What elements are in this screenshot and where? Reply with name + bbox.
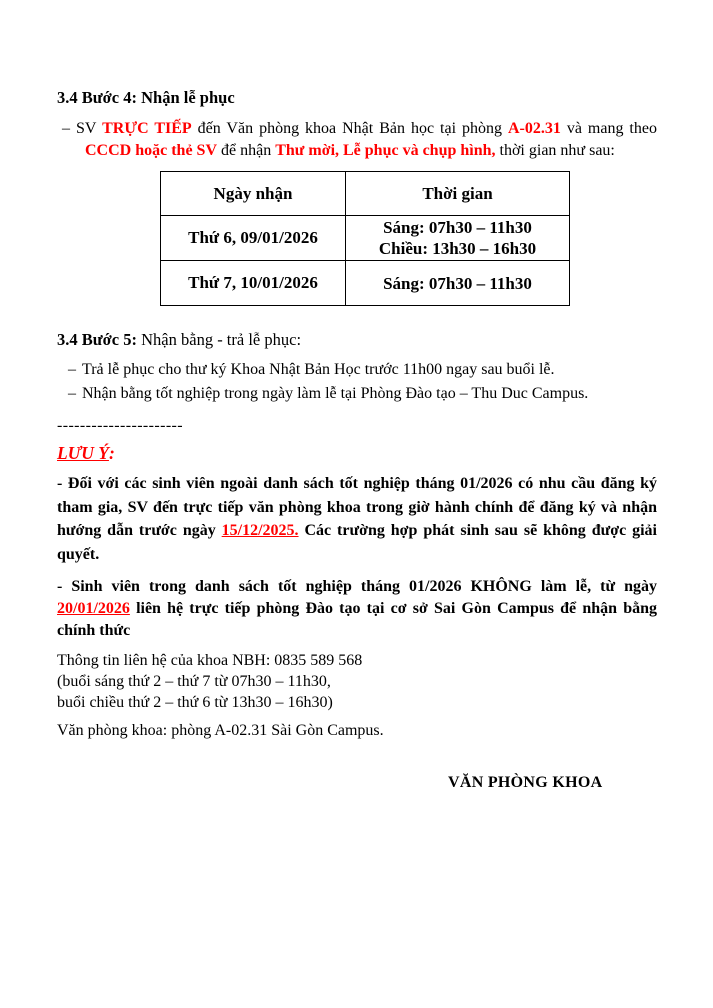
time-line-afternoon: Chiều: 13h30 – 16h30 [378,239,537,258]
step4-run-plain: – SV [62,120,103,137]
notes-title [57,443,657,464]
note-run-pickup-date: 20/01/2026 [57,600,130,617]
step4-run-room: A-02.31 [507,120,561,137]
note-run-plain: - Đối với các sinh viên ngoài danh sách tốt nghiệp tháng 01/2026 có nhu cầu đăng ký tham gia, SV đến trực tiếp văn phòng khoa trong giờ hành chính để đăng ký và nhận hướng dẫn trước ngày [57,475,657,539]
contact-phone-line: Thông tin liên hệ của khoa NBH: 0835 589 568 [57,652,363,669]
time-line-morning: Sáng: 07h30 – 11h30 [383,273,532,293]
step4-run-plain: để nhận [217,142,276,159]
note-run-plain: Các trường hợp phát sinh sau sẽ không được giải quyết. [57,522,657,563]
step4-run-plain: và mang theo [560,120,657,137]
table-header-time: Thời gian [346,172,570,216]
office-location-line: Văn phòng khoa: phòng A-02.31 Sài Gòn Campus. [57,722,384,739]
step5-heading-text: Nhận bằng - trả lễ phục: [137,330,302,349]
step4-run-plain: đến Văn phòng khoa Nhật Bản học tại phòng [191,120,508,137]
contact-afternoon-hours: buổi chiều thứ 2 – thứ 6 từ 13h30 – 16h30) [57,694,333,711]
table-cell-date: Thứ 6, 09/01/2026 [161,216,346,261]
step4-heading: 3.4 Bước 4: Nhận lễ phục [57,88,235,107]
note-run-deadline-date: 15/12/2025. [221,522,299,539]
table-row [161,261,570,306]
table-cell-date: Thứ 7, 10/01/2026 [161,261,346,306]
signature-van-phong-khoa: VĂN PHÒNG KHOA [448,774,603,791]
note-run-plain: - Sinh viên trong danh sách tốt nghiệp tháng 01/2026 KHÔNG làm lễ, từ ngày [57,578,657,595]
step4-run-plain: thời gian như sau: [495,142,615,159]
time-line-morning: Sáng: 07h30 – 11h30 [383,218,532,237]
bullet-dash: – [68,385,76,402]
step4-paragraph [57,118,657,162]
bullet-text: Trả lễ phục cho thư ký Khoa Nhật Bản Học trước 11h00 ngay sau buổi lễ. [82,361,555,378]
table-header-row [161,172,570,216]
pickup-schedule-table [160,171,570,306]
step5-heading-number: 3.4 Bước 5: [57,330,137,349]
step4-run-cccd: CCCD hoặc thẻ SV [85,142,217,159]
contact-info-block [57,650,657,713]
dashed-separator: ---------------------- [57,417,184,434]
list-item [57,382,657,406]
table-cell-time [346,216,570,261]
bullet-text: Nhận bằng tốt nghiệp trong ngày làm lễ tại Phòng Đào tạo – Thu Duc Campus. [82,385,589,402]
notes-title-text: LƯU Ý [57,443,109,463]
contact-morning-hours: (buổi sáng thứ 2 – thứ 7 từ 07h30 – 11h30, [57,673,331,690]
note-paragraph-registration [57,472,657,566]
step4-run-truc-tiep: TRỰC TIẾP [102,120,192,137]
step5-heading [57,330,657,350]
table-cell-time [346,261,570,306]
table-row [161,216,570,261]
notes-title-colon: : [108,443,115,463]
list-item [57,358,657,382]
step4-run-items: Thư mời, Lễ phục và chụp hình, [275,142,496,159]
step5-bullet-list [57,358,657,406]
bullet-dash: – [68,361,76,378]
table-header-date: Ngày nhận [161,172,346,216]
note-run-plain: liên hệ trực tiếp phòng Đào tạo tại cơ sở Sai Gòn Campus để nhận bằng chính thức [57,600,657,639]
pickup-schedule-table-wrapper [160,171,657,306]
note-paragraph-no-ceremony [57,576,657,642]
